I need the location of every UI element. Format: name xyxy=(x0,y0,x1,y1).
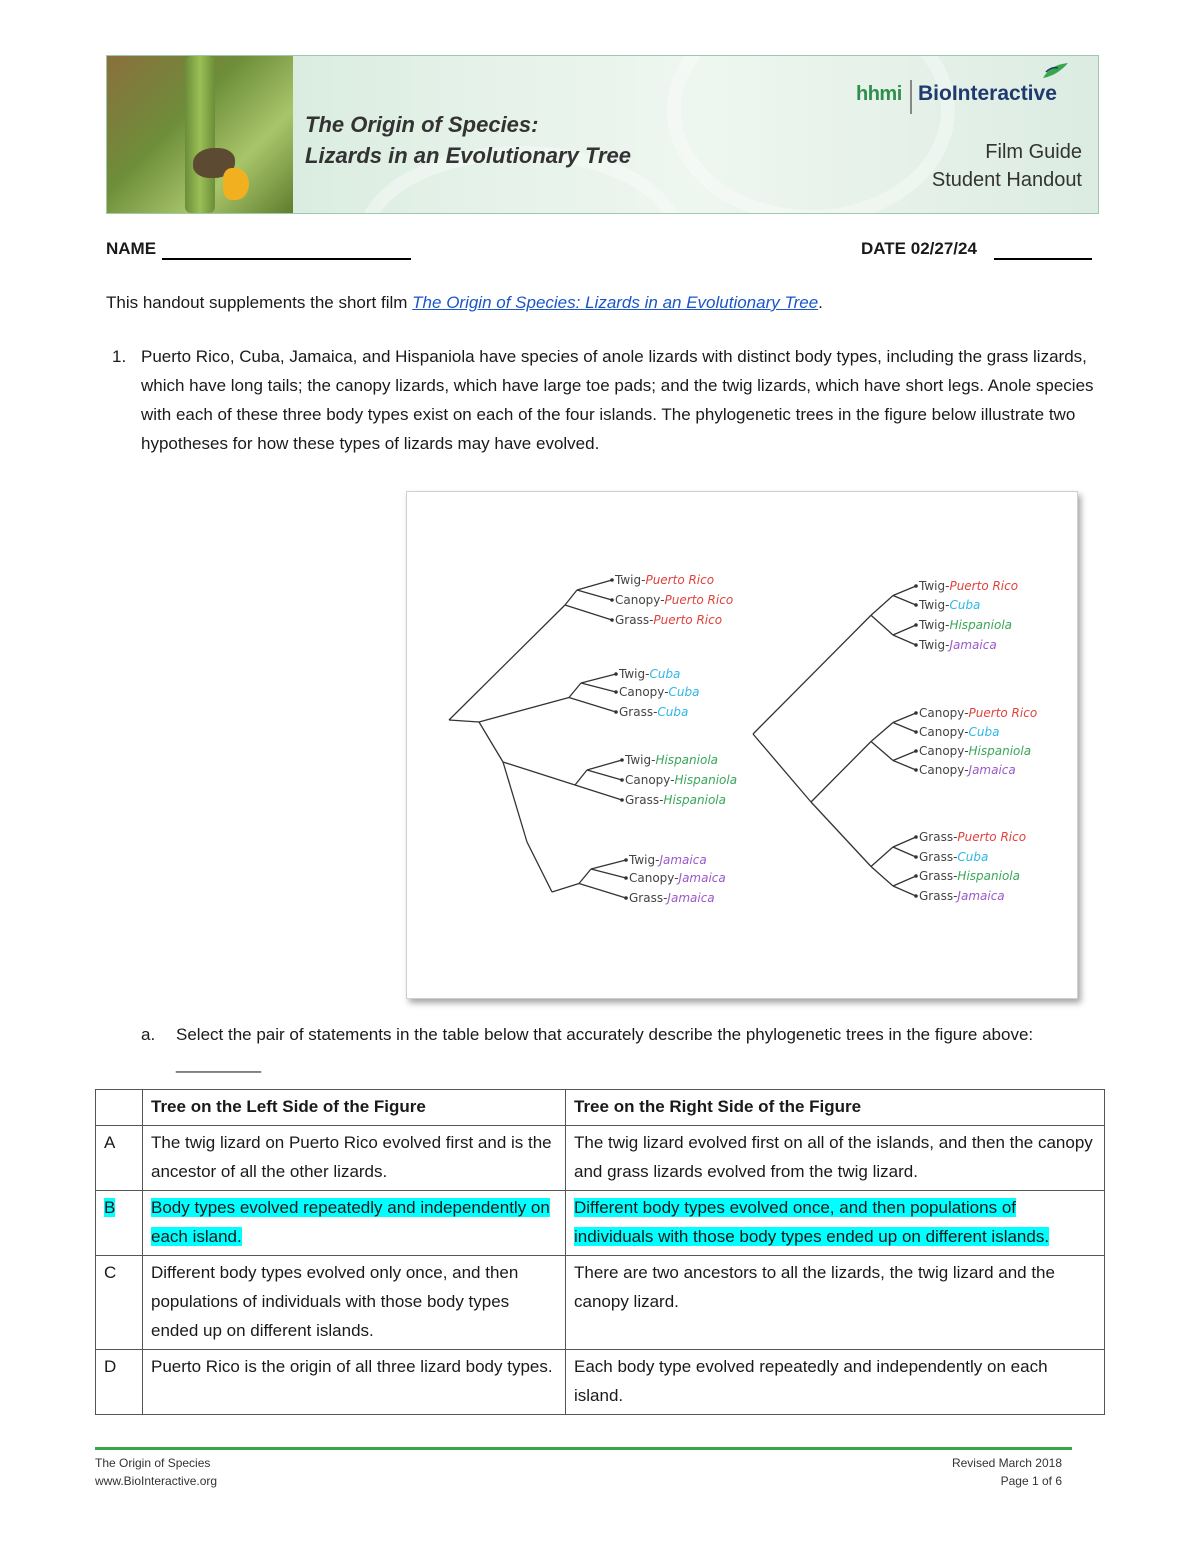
tree-branch xyxy=(753,734,811,802)
leaf-node xyxy=(620,758,624,762)
leaf-node xyxy=(914,874,918,878)
tree-branch xyxy=(893,876,916,886)
leaf-node xyxy=(614,690,618,694)
tree-leaf-label xyxy=(625,793,726,807)
leaf-body-type: Twig- xyxy=(625,753,656,767)
leaf-island: Cuba xyxy=(949,598,981,612)
tree-branch xyxy=(569,683,581,698)
question-text: Puerto Rico, Cuba, Jamaica, and Hispaniola have species of anole lizards with distinct body types, including the grass lizards, which have long tails; the canopy lizards, which have large toe pads; and the twig lizards, which have short legs. Anole species with each of these three body types exist on each of the four islands. The phylogenetic trees in the figure below illustrate two hypotheses for how these types of lizards may have evolved. xyxy=(141,347,1094,453)
leaf-island: Puerto Rico xyxy=(645,573,715,587)
row-key: C xyxy=(96,1256,143,1350)
left-statement: Body types evolved repeatedly and independently on each island. xyxy=(143,1191,566,1256)
tree-branch xyxy=(893,886,916,896)
leaf-node xyxy=(914,749,918,753)
tree-leaf-label xyxy=(919,763,1016,777)
leaf-body-type: Twig- xyxy=(919,618,950,632)
tree-branch xyxy=(893,586,916,596)
phylogenetic-trees xyxy=(407,492,1077,998)
leaf-island: Hispaniola xyxy=(949,618,1013,632)
leaf-body-type: Grass- xyxy=(629,891,668,905)
tree-branch xyxy=(575,785,622,800)
tree-leaf-label xyxy=(918,618,1012,632)
table-header-right: Tree on the Right Side of the Figure xyxy=(566,1090,1105,1126)
right-statement: Different body types evolved once, and then populations of individuals with those body types ended up on different islands. xyxy=(566,1191,1105,1256)
selected-answer-highlight: B xyxy=(104,1198,116,1217)
tree-branch xyxy=(479,698,569,723)
tree-leaf-label xyxy=(628,853,707,867)
leaf-node xyxy=(914,855,918,859)
tree-branch xyxy=(893,837,916,847)
leaf-body-type: Grass- xyxy=(919,869,958,883)
intro-prefix: This handout supplements the short film xyxy=(106,293,413,312)
anole-photo xyxy=(107,56,293,213)
tree-leaf-label xyxy=(919,725,1000,739)
leaf-body-type: Canopy- xyxy=(919,725,969,739)
tree-branch xyxy=(577,590,612,600)
left-statement: The twig lizard on Puerto Rico evolved first and is the ancestor of all the other lizards. xyxy=(143,1126,566,1191)
tree-branch xyxy=(579,869,591,884)
leaf-body-type: Canopy- xyxy=(629,871,679,885)
right-statement: Each body type evolved repeatedly and independently on each island. xyxy=(566,1350,1105,1415)
tree-branch xyxy=(587,760,622,770)
leaf-node xyxy=(914,643,918,647)
leaf-island: Hispaniola xyxy=(957,869,1020,883)
leaf-island: Hispaniola xyxy=(674,773,738,787)
right-statement: There are two ancestors to all the lizards, the twig lizard and the canopy lizard. xyxy=(566,1256,1105,1350)
tree-leaf-label xyxy=(919,889,1005,903)
leaf-island: Jamaica xyxy=(968,763,1016,777)
tree-branch xyxy=(479,722,503,762)
leaf-node xyxy=(914,894,918,898)
tree-branch xyxy=(591,869,626,878)
leaf-node xyxy=(610,598,614,602)
leaf-island: Hispaniola xyxy=(968,744,1032,758)
intro-suffix: . xyxy=(818,293,823,312)
leaf-node xyxy=(624,858,628,862)
date-label: DATE 02/27/24 xyxy=(861,239,977,258)
footer-website[interactable]: www.BioInteractive.org xyxy=(95,1474,218,1488)
tree-leaf-label xyxy=(619,705,688,719)
tree-leaf-label xyxy=(919,869,1020,883)
footer-divider xyxy=(95,1447,1072,1450)
leaf-body-type: Grass- xyxy=(625,793,664,807)
leaf-island: Jamaica xyxy=(678,871,726,885)
branch-image xyxy=(185,56,215,213)
biointeractive-logo: BioInteractive xyxy=(918,82,1057,105)
dewlap-image xyxy=(223,168,249,200)
tree-branch xyxy=(503,762,575,785)
left-statement: Puerto Rico is the origin of all three lizard body types. xyxy=(143,1350,566,1415)
tree-leaf-label xyxy=(918,638,997,652)
row-key: A xyxy=(96,1126,143,1191)
leaf-island: Puerto Rico xyxy=(968,706,1038,720)
leaf-body-type: Grass- xyxy=(619,705,658,719)
tree-branch xyxy=(893,751,916,761)
table-row[interactable] xyxy=(96,1126,1105,1191)
leaf-body-type: Twig- xyxy=(919,579,950,593)
tree-branch xyxy=(893,847,916,857)
tree-leaf-label xyxy=(919,744,1031,758)
tree-leaf-label xyxy=(629,871,726,885)
tree-leaf-label xyxy=(629,891,715,905)
tree-leaf-label xyxy=(624,753,718,767)
leaf-body-type: Twig- xyxy=(615,573,646,587)
leaf-body-type: Twig- xyxy=(919,598,950,612)
leaf-node xyxy=(914,835,918,839)
tree-leaf-label xyxy=(618,667,680,681)
leaf-node xyxy=(914,730,918,734)
tree-branch xyxy=(503,762,527,842)
tree-branch xyxy=(893,635,916,645)
tree-branch xyxy=(587,770,622,780)
leaf-body-type: Canopy- xyxy=(919,744,969,758)
right-statement: The twig lizard evolved first on all of the islands, and then the canopy and grass lizards evolved from the twig lizard. xyxy=(566,1126,1105,1191)
leaf-node xyxy=(914,584,918,588)
table-row[interactable] xyxy=(96,1256,1105,1350)
leaf-body-type: Grass- xyxy=(919,850,958,864)
tree-branch xyxy=(577,580,612,590)
leaf-island: Jamaica xyxy=(659,853,707,867)
leaf-node xyxy=(624,876,628,880)
film-link[interactable]: The Origin of Species: Lizards in an Evolutionary Tree xyxy=(412,293,819,312)
leaf-body-type: Canopy- xyxy=(919,763,969,777)
tree-branch xyxy=(575,770,587,785)
tree-leaf-label xyxy=(625,773,737,787)
doc-type-label: Film Guide xyxy=(985,141,1082,163)
tree-branch xyxy=(565,605,612,620)
tree-branch xyxy=(893,723,916,733)
leaf-island: Hispaniola xyxy=(655,753,719,767)
subquestion-letter: a. xyxy=(141,1025,156,1044)
footer-revision: Revised March 2018 xyxy=(951,1456,1062,1470)
name-field[interactable] xyxy=(162,258,411,260)
tree-branch xyxy=(893,625,916,635)
leaf-body-type: Grass- xyxy=(615,613,654,627)
leaf-island: Jamaica xyxy=(949,638,997,652)
intro-paragraph xyxy=(106,288,823,317)
tree-leaf-label xyxy=(919,706,1037,720)
audience-label: Student Handout xyxy=(931,169,1082,191)
tree-branch xyxy=(581,683,616,692)
tree-branch xyxy=(871,742,893,761)
footer-page-number: Page 1 of 6 xyxy=(1000,1474,1062,1488)
tree-branch xyxy=(579,884,626,899)
leaf-node xyxy=(614,672,618,676)
tree-leaf-label xyxy=(919,850,988,864)
leaf-body-type: Twig- xyxy=(629,853,660,867)
table-header-row xyxy=(96,1090,1105,1126)
leaf-node xyxy=(614,710,618,714)
table-header-left: Tree on the Left Side of the Figure xyxy=(143,1090,566,1126)
tree-branch xyxy=(449,720,479,722)
tree-leaf-label xyxy=(619,685,700,699)
leaf-island: Jamaica xyxy=(957,889,1005,903)
tree-branch xyxy=(527,842,552,892)
leaf-body-type: Grass- xyxy=(919,830,958,844)
subquestion-text: Select the pair of statements in the table below that accurately describe the phylogenetic trees in the figure above: _________ xyxy=(176,1025,1034,1073)
tree-branch xyxy=(893,761,916,771)
page-title-line1: The Origin of Species: xyxy=(305,112,539,137)
tree-branch xyxy=(811,802,871,867)
tree-branch xyxy=(871,847,893,867)
tree-branch xyxy=(569,698,616,713)
leaf-island: Hispaniola xyxy=(663,793,726,807)
tree-branch xyxy=(811,742,871,803)
footer-title: The Origin of Species xyxy=(95,1456,211,1470)
leaf-body-type: Canopy- xyxy=(919,706,969,720)
leaf-island: Cuba xyxy=(668,685,700,699)
leaf-node xyxy=(624,896,628,900)
leaf-body-type: Canopy- xyxy=(615,593,665,607)
leaf-node xyxy=(914,603,918,607)
phylogeny-figure xyxy=(406,491,1078,999)
tree-branch xyxy=(871,723,893,742)
left-statement: Different body types evolved only once, and then populations of individuals with those body types ended up on different islands. xyxy=(143,1256,566,1350)
leaf-node xyxy=(620,778,624,782)
tree-branch xyxy=(893,596,916,606)
leaf-island: Cuba xyxy=(649,667,681,681)
row-key: D xyxy=(96,1350,143,1415)
leaf-island: Cuba xyxy=(657,705,689,719)
tree-leaf-label xyxy=(919,830,1026,844)
leaf-body-type: Grass- xyxy=(919,889,958,903)
leaf-icon xyxy=(1040,60,1070,82)
tree-leaf-label xyxy=(615,593,733,607)
leaf-node xyxy=(610,578,614,582)
tree-branch xyxy=(871,596,893,616)
leaf-island: Puerto Rico xyxy=(664,593,734,607)
leaf-body-type: Canopy- xyxy=(619,685,669,699)
table-row[interactable] xyxy=(96,1350,1105,1415)
question-number: 1. xyxy=(112,347,127,366)
leaf-body-type: Canopy- xyxy=(625,773,675,787)
tree-branch xyxy=(893,713,916,723)
tree-leaf-label xyxy=(614,573,714,587)
answer-table xyxy=(95,1089,1105,1415)
leaf-island: Cuba xyxy=(957,850,989,864)
leaf-island: Puerto Rico xyxy=(949,579,1019,593)
hhmi-logo: hhmi xyxy=(856,83,902,105)
leaf-island: Cuba xyxy=(968,725,1000,739)
tree-branch xyxy=(871,615,893,635)
leaf-island: Jamaica xyxy=(667,891,715,905)
leaf-node xyxy=(914,768,918,772)
tree-branch xyxy=(753,615,871,734)
tree-branch xyxy=(565,590,577,605)
leaf-node xyxy=(914,711,918,715)
tree-leaf-label xyxy=(918,598,980,612)
logo-divider xyxy=(910,80,912,114)
tree-leaf-label xyxy=(918,579,1018,593)
tree-branch xyxy=(552,884,579,893)
tree-branch xyxy=(871,867,893,887)
leaf-node xyxy=(914,623,918,627)
leaf-body-type: Twig- xyxy=(919,638,950,652)
leaf-node xyxy=(610,618,614,622)
table-row[interactable] xyxy=(96,1191,1105,1256)
table-header-key xyxy=(96,1090,143,1126)
row-key xyxy=(96,1191,143,1256)
tree-leaf-label xyxy=(615,613,722,627)
leaf-node xyxy=(620,798,624,802)
name-label: NAME xyxy=(106,239,157,258)
leaf-body-type: Twig- xyxy=(619,667,650,681)
page-title-line2: Lizards in an Evolutionary Tree xyxy=(305,143,632,168)
leaf-island: Puerto Rico xyxy=(957,830,1027,844)
date-field[interactable] xyxy=(994,258,1092,260)
tree-branch xyxy=(591,860,626,869)
leaf-island: Puerto Rico xyxy=(653,613,723,627)
tree-branch xyxy=(581,674,616,683)
